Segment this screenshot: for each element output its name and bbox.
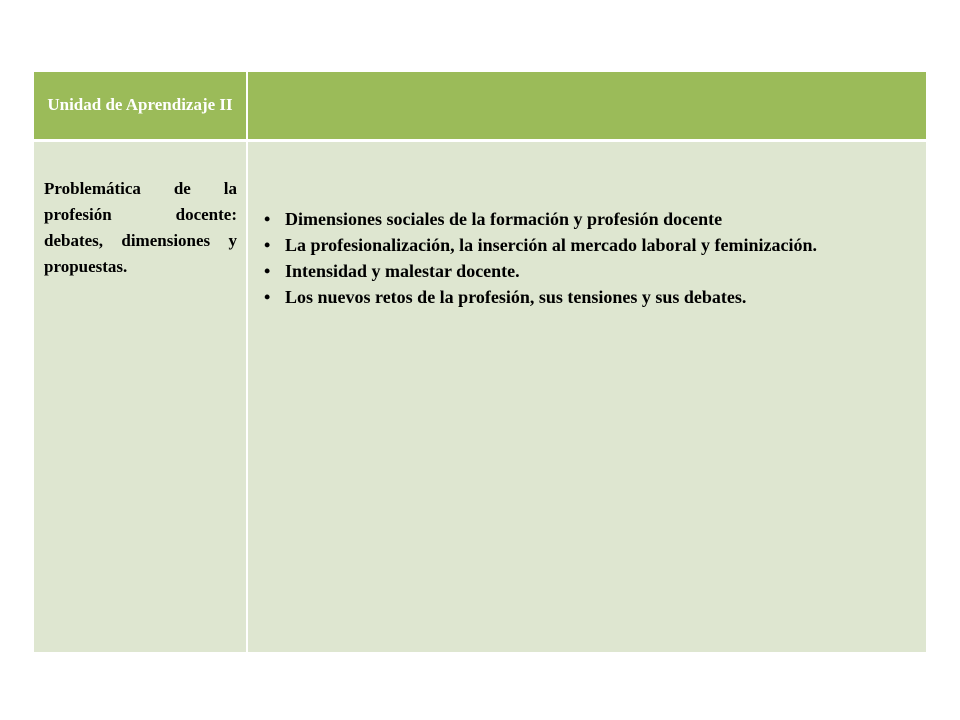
table-header-row <box>34 72 926 140</box>
list-item <box>260 232 918 258</box>
bullet-text: Intensidad y malestar docente. <box>285 260 520 281</box>
topic-cell <box>34 140 247 652</box>
unit-title: Unidad de Aprendizaje II <box>47 95 233 115</box>
bullet-dot-icon: • <box>264 208 271 229</box>
bullet-text: Los nuevos retos de la profesión, sus tensiones y sus debates. <box>285 286 747 307</box>
list-item <box>260 284 918 310</box>
header-right-cell <box>247 72 926 140</box>
unit-table <box>34 72 926 652</box>
bullet-dot-icon: • <box>264 234 271 255</box>
topic-text: Problemática de la profesión docente: debates, dimensiones y propuestas. <box>44 178 237 276</box>
content-cell <box>247 140 926 652</box>
list-item <box>260 206 918 232</box>
bullet-text: Dimensiones sociales de la formación y profesión docente <box>285 208 723 229</box>
bullet-dot-icon: • <box>264 260 271 281</box>
list-item <box>260 258 918 284</box>
bullet-dot-icon: • <box>264 286 271 307</box>
content-bullet-list <box>260 206 918 310</box>
bullet-text: La profesionalización, la inserción al mercado laboral y feminización. <box>285 234 817 255</box>
unit-title-cell <box>34 72 247 140</box>
table-row <box>34 140 926 652</box>
